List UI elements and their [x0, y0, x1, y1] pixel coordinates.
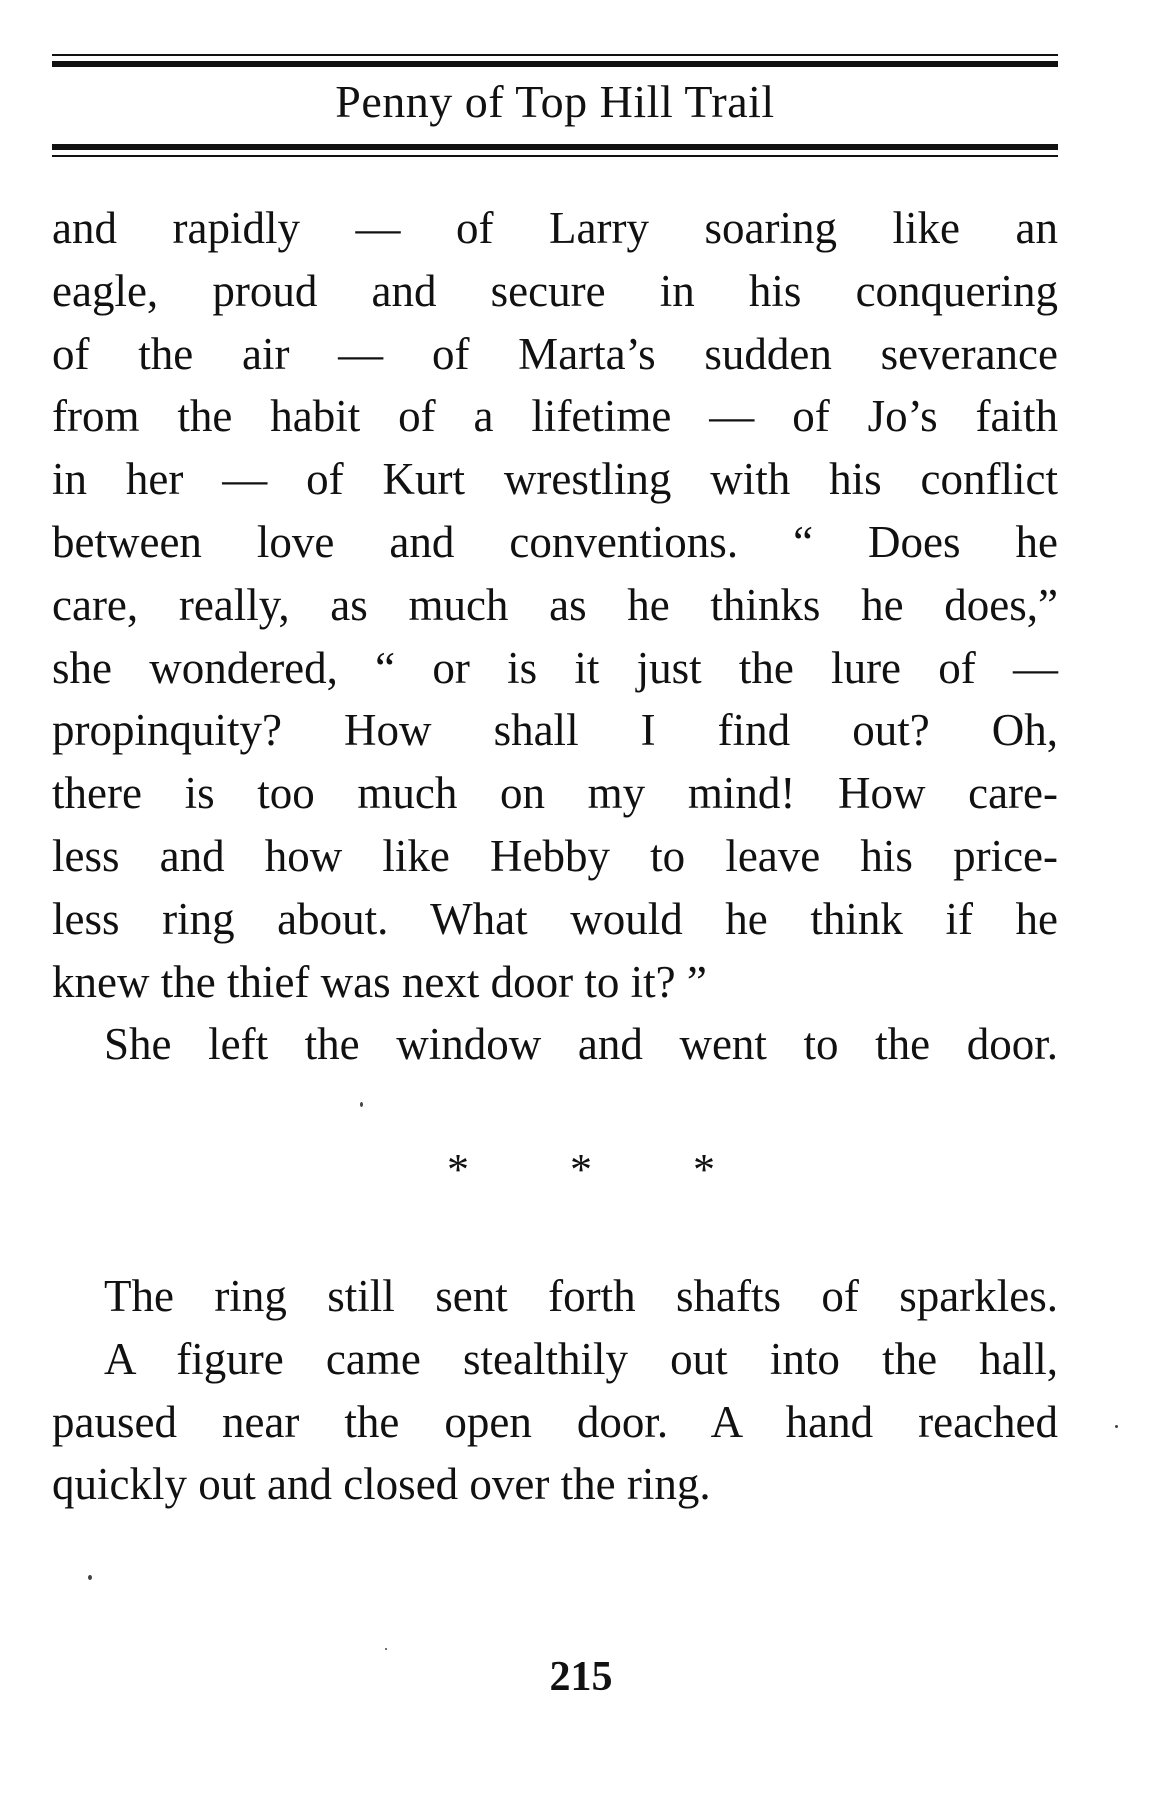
text-line: from the habit of a lifetime — of Jo’s faith — [52, 391, 1058, 442]
running-title: Penny of Top Hill Trail — [335, 76, 775, 127]
paragraph-continued — [52, 197, 1058, 1076]
text-line: in her — of Kurt wrestling with his conflict — [52, 454, 1058, 505]
text-line: less ring about. What would he think if he — [52, 893, 1058, 944]
page-number: 215 — [549, 1654, 613, 1700]
text-line: and rapidly — of Larry soaring like an — [52, 203, 1058, 253]
asterisk: * — [693, 1145, 715, 1194]
print-speck — [88, 1575, 92, 1580]
text-line: care, really, as much as he thinks he does,” — [52, 579, 1058, 630]
paragraph-window-door: She left the window and went to the door. — [104, 1019, 1058, 1070]
text-line: less and how like Hebby to leave his price- — [52, 830, 1058, 881]
text-line: eagle, proud and secure in his conquering — [52, 265, 1058, 316]
text-line: paused near the open door. A hand reached — [52, 1396, 1058, 1447]
header-top-rule — [52, 54, 1058, 67]
asterisk: * — [570, 1145, 592, 1194]
text-line: quickly out and closed over the ring. — [52, 1459, 711, 1510]
paragraph-ring — [52, 1265, 1058, 1516]
text-line: of the air — of Marta’s sudden severance — [52, 328, 1058, 379]
text-line: knew the thief was next door to it? ” — [52, 956, 707, 1007]
text-line: she wondered, “ or is it just the lure of — — [52, 642, 1058, 693]
text-line: between love and conventions. “ Does he — [52, 516, 1058, 567]
print-speck — [385, 1648, 387, 1650]
text-line: propinquity? How shall I find out? Oh, — [52, 705, 1058, 756]
asterisk: * — [447, 1145, 469, 1194]
text-line: A figure came stealthily out into the hall, — [104, 1333, 1058, 1384]
section-break-asterisks — [0, 1145, 1162, 1195]
header-bottom-rule — [52, 144, 1058, 157]
paragraph-ring-sparkles: The ring still sent forth shafts of sparkles. — [104, 1271, 1058, 1321]
text-line: there is too much on my mind! How care- — [52, 768, 1058, 819]
print-speck — [360, 1102, 363, 1107]
print-speck — [1115, 1425, 1118, 1428]
